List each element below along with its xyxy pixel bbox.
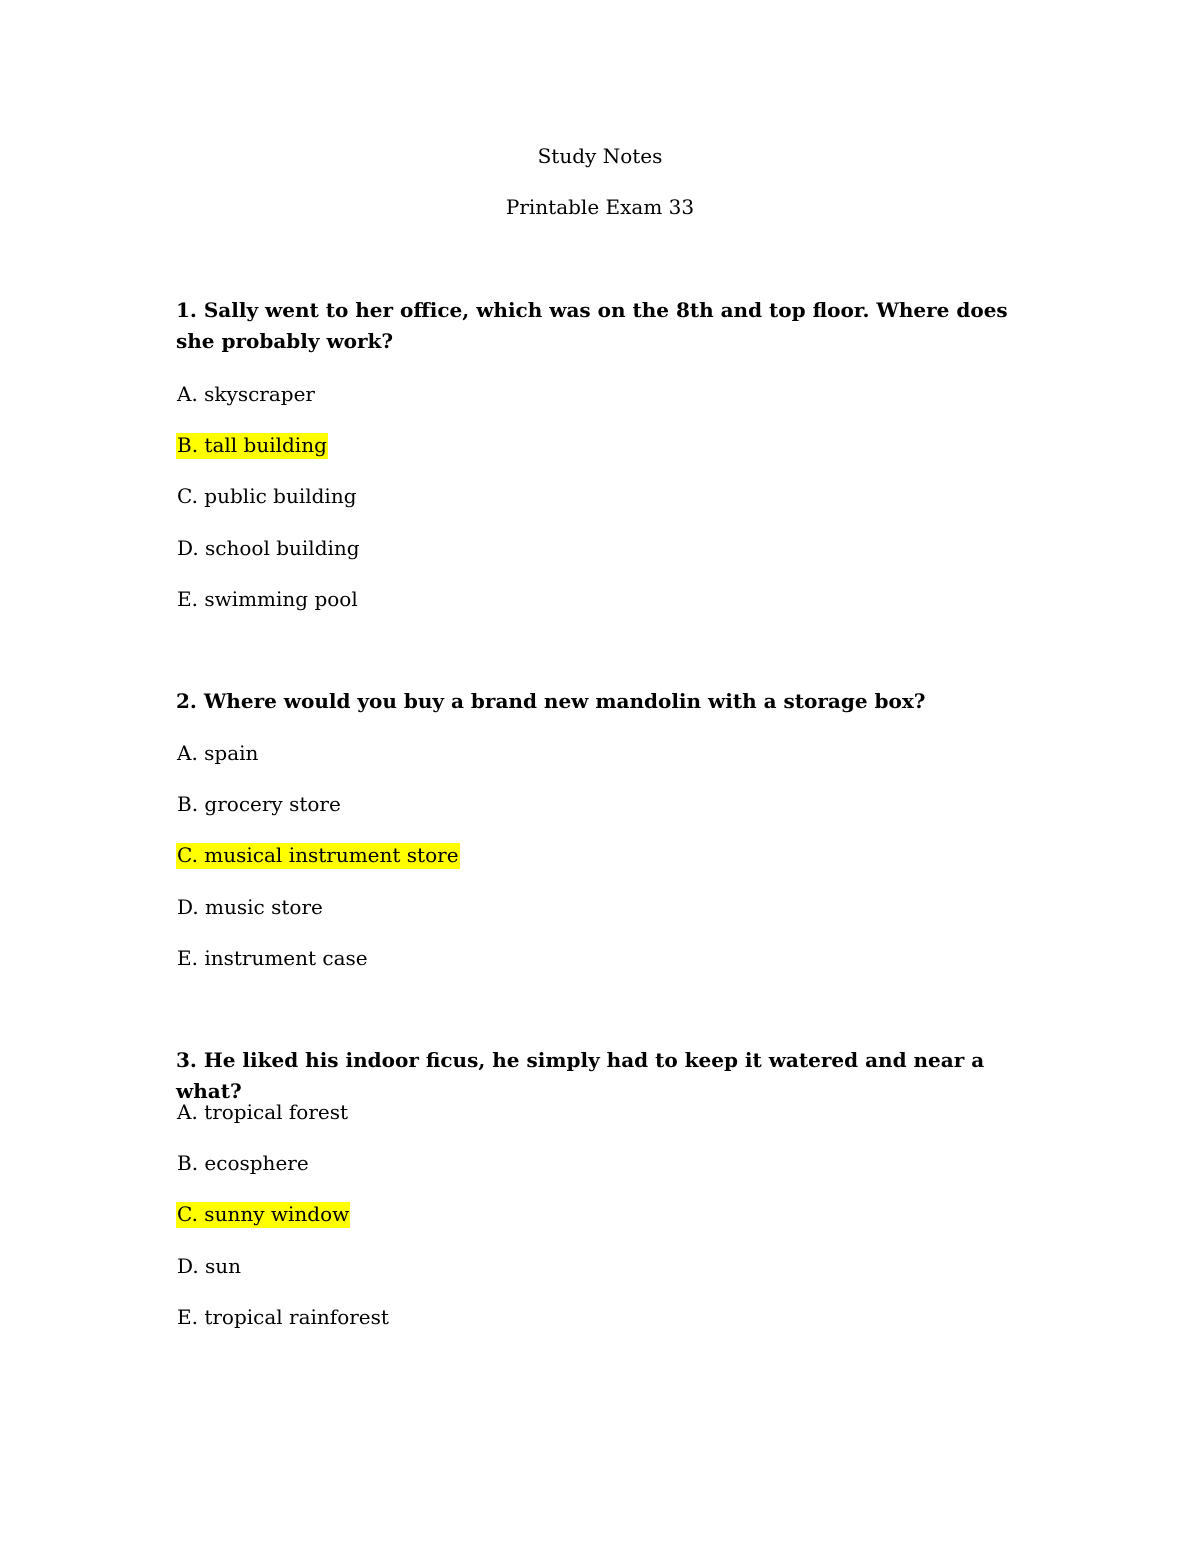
question-1: 1. Sally went to her office, which was on the 8th and top floor. Where does she probably work? bbox=[176, 298, 1008, 353]
question-1-option-d: D. school building bbox=[177, 536, 360, 560]
question-3-option-a: A. tropical forest bbox=[177, 1100, 349, 1124]
question-2-option-e: E. instrument case bbox=[177, 946, 368, 970]
question-3-option-d: D. sun bbox=[177, 1254, 242, 1278]
question-3-option-c-highlighted: C. sunny window bbox=[177, 1202, 350, 1226]
question-2-option-b: B. grocery store bbox=[177, 792, 341, 816]
question-3: 3. He liked his indoor ficus, he simply had to keep it watered and near a what? bbox=[176, 1048, 985, 1103]
question-2-option-d: D. music store bbox=[177, 895, 323, 919]
question-1-option-e: E. swimming pool bbox=[177, 587, 358, 611]
question-2: 2. Where would you buy a brand new mandolin with a storage box? bbox=[176, 689, 926, 713]
question-1-option-c: C. public building bbox=[177, 484, 357, 508]
question-1-option-b-highlighted: B. tall building bbox=[177, 433, 327, 457]
document-title: Study Notes bbox=[537, 144, 663, 168]
question-2-option-a: A. spain bbox=[177, 741, 259, 765]
document-subtitle: Printable Exam 33 bbox=[505, 195, 695, 219]
question-3-option-b: B. ecosphere bbox=[177, 1151, 309, 1175]
question-1-option-a: A. skyscraper bbox=[177, 382, 315, 406]
question-2-option-c-highlighted: C. musical instrument store bbox=[177, 843, 459, 867]
question-3-option-e: E. tropical rainforest bbox=[177, 1305, 389, 1329]
